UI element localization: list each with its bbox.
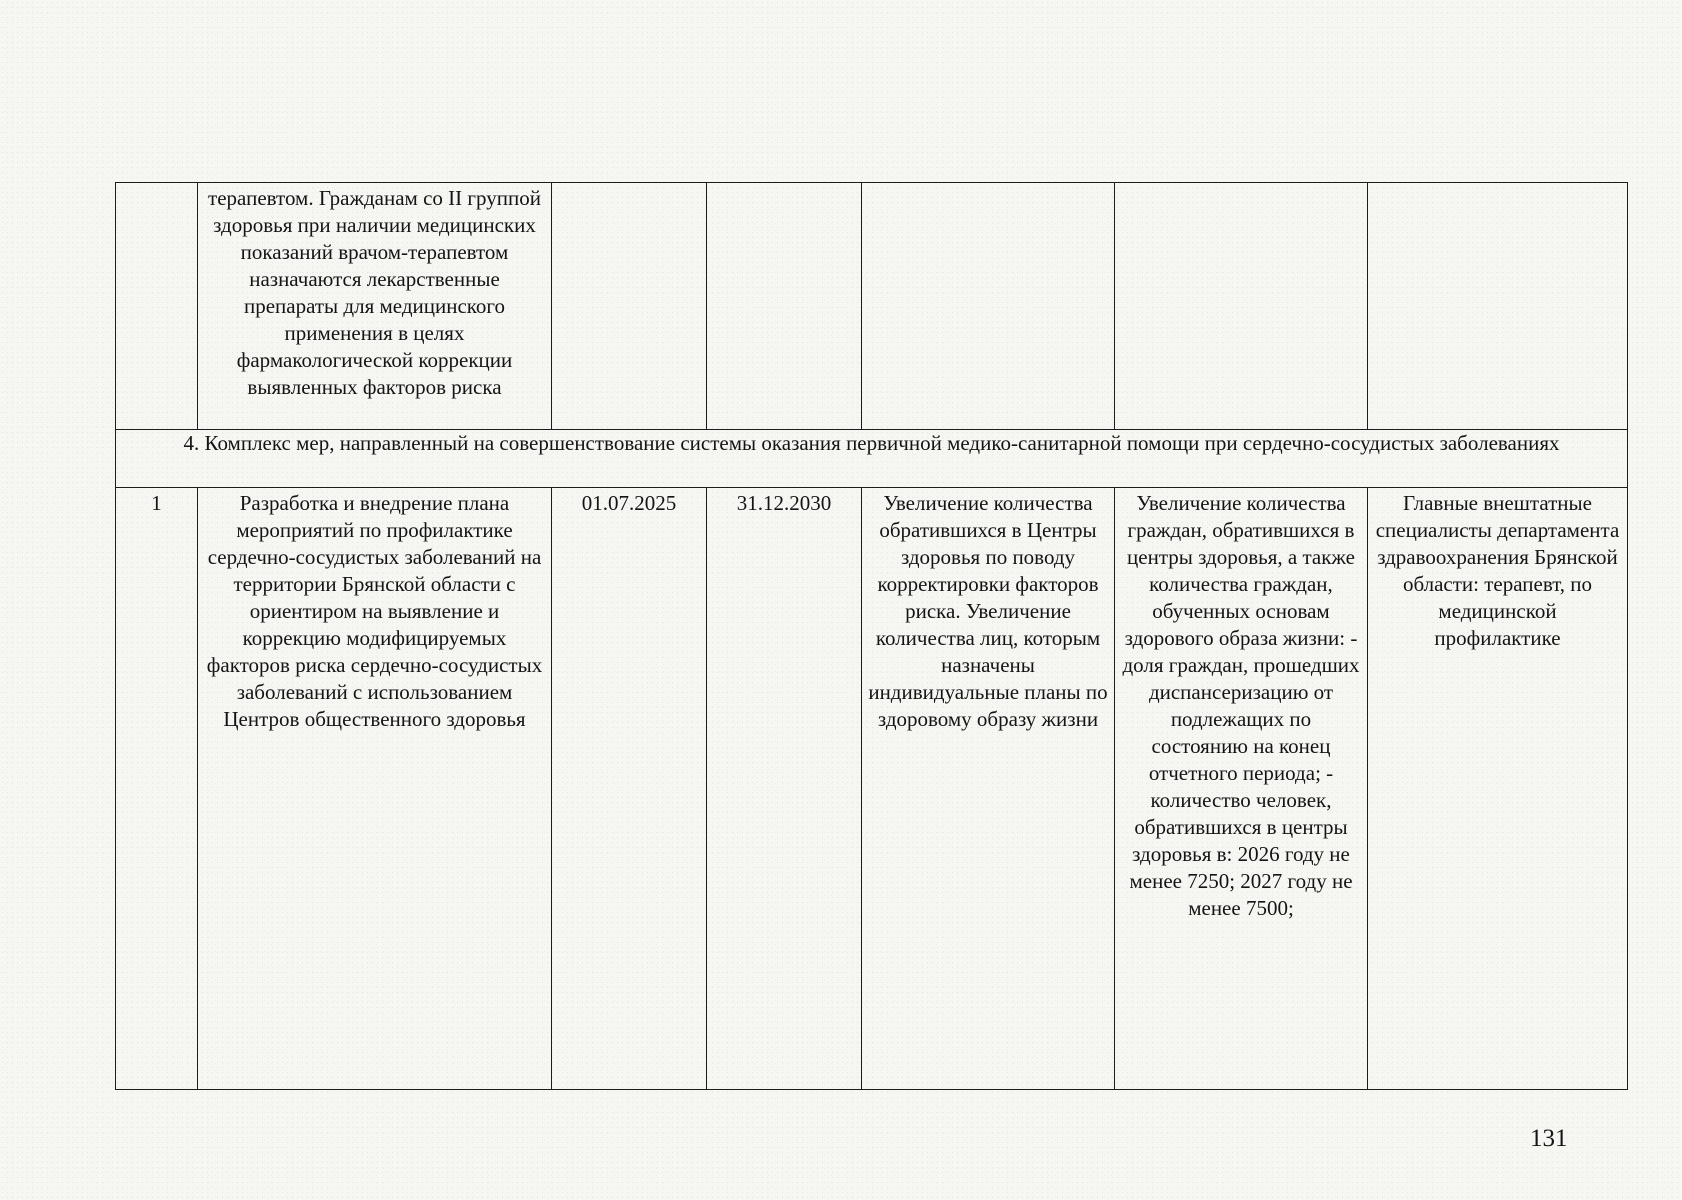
page-number: 131 <box>1530 1125 1568 1152</box>
cell-number <box>116 183 198 430</box>
cell-indicator <box>1115 183 1368 430</box>
table-row-continuation <box>116 183 1628 430</box>
cell-end-date: 31.12.2030 <box>707 488 862 1090</box>
section-title: 4. Комплекс мер, направленный на совершенствование системы оказания первичной медико-санитарной помощи при сердечно-сосудистых заболеваниях <box>116 430 1628 488</box>
cell-number: 1 <box>116 488 198 1090</box>
cell-end-date <box>707 183 862 430</box>
cell-start-date: 01.07.2025 <box>552 488 707 1090</box>
measures-table <box>115 182 1628 1090</box>
table-row-item <box>116 488 1628 1090</box>
cell-description: Разработка и внедрение плана мероприятий по профилактике сердечно-сосудистых заболеваний на территории Брянской области с ориентиром на выявление и коррекцию модифицируемых факторов риска сердечно-сосудистых заболеваний с использованием Центров общественного здоровья <box>198 488 552 1090</box>
table-row-section-heading <box>116 430 1628 488</box>
cell-start-date <box>552 183 707 430</box>
cell-indicator: Увеличение количества граждан, обратившихся в центры здоровья, а также количества граждан, обученных основам здорового образа жизни: - доля граждан, прошедших диспансеризацию от подлежащих по состоянию на конец отчетного периода; - количество человек, обратившихся в центры здоровья в: 2026 году не менее 7250; 2027 году не менее 7500; <box>1115 488 1368 1090</box>
cell-description: терапевтом. Гражданам со II группой здоровья при наличии медицинских показаний врачом-терапевтом назначаются лекарственные препараты для медицинского применения в целях фармакологической коррекции выявленных факторов риска <box>198 183 552 430</box>
cell-responsible: Главные внештатные специалисты департамента здравоохранения Брянской области: терапевт, по медицинской профилактике <box>1368 488 1628 1090</box>
cell-result <box>862 183 1115 430</box>
cell-result: Увеличение количества обратившихся в Центры здоровья по поводу корректировки факторов риска. Увеличение количества лиц, которым назначены индивидуальные планы по здоровому образу жизни <box>862 488 1115 1090</box>
cell-responsible <box>1368 183 1628 430</box>
